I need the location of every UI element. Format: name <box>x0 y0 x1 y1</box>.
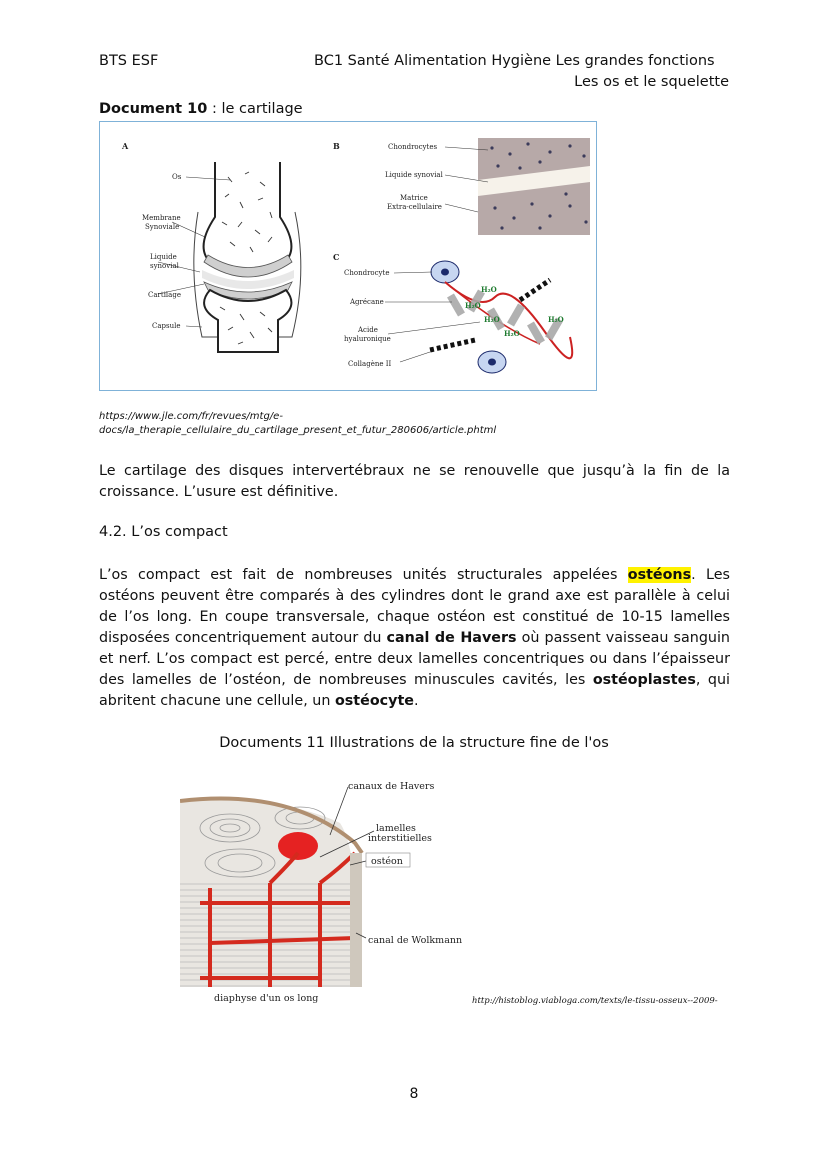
label-liquide-2: synovial <box>150 262 179 270</box>
doc10-source <box>99 410 496 438</box>
term-osteons: ostéons <box>627 567 692 583</box>
para2-part2: . Les ostéons peuvent être comparés à des cylindres dont le grand axe est parallèle à celui de l’os long. En coupe transversale, chaque ostéon est constitué de 10-15 lamelles disposées concentriquement autour du <box>99 567 730 646</box>
label-canal-wolkmann: canal de Wolkmann <box>368 935 463 946</box>
bone-structure-figure <box>180 773 480 1005</box>
term-osteoplastes: ostéoplastes <box>592 672 696 688</box>
bone-structure-diagram <box>180 773 480 1005</box>
doc10-source-line2: docs/la_therapie_cellulaire_du_cartilage_present_et_futur_280606/article.phtml <box>99 425 497 436</box>
para2-part3: où passent vaisseau sanguin et nerf. L’os compact est percé, entre deux lamelles concentriques ou dans l’épaisseur des lamelles de l’ostéon, de nombreuses minuscules cavités, les <box>99 630 730 688</box>
cartilage-diagram <box>100 122 596 390</box>
label-cartilage: Cartilage <box>148 291 181 299</box>
label-membrane-1: Membrane <box>142 214 181 222</box>
label-agrecane: Agrécane <box>350 298 384 306</box>
micrograph <box>445 138 590 235</box>
term-canal-havers: canal de Havers <box>386 630 517 646</box>
label-acide-1: Acide <box>358 326 378 334</box>
label-h2o-4: H₂O <box>548 315 564 324</box>
doc11-title: Documents 11 Illustrations de la structure fine de l'os <box>219 735 609 751</box>
label-liquide-synovial: Liquide synovial <box>385 171 443 179</box>
para2-part4: , qui abritent chacune une cellule, un <box>99 672 730 709</box>
label-h2o-1: H₂O <box>481 285 497 294</box>
paragraph-cartilage: Le cartilage des disques intervertébraux ne se renouvelle que jusqu’à la fin de la croissance. L’usure est définitive. <box>99 463 730 500</box>
label-h2o-3: H₂O <box>484 315 500 324</box>
label-os: Os <box>172 173 182 181</box>
label-canaux-havers: canaux de Havers <box>348 781 435 792</box>
molecular-illustration <box>385 261 572 373</box>
label-matrice-1: Matrice <box>400 194 428 202</box>
section-title: 4.2. L’os compact <box>99 524 228 540</box>
label-lamelles-2: interstitielles <box>368 833 432 844</box>
doc10-source-line1: https://www.jle.com/fr/revues/mtg/e- <box>99 411 283 422</box>
label-h2o-2: H₂O <box>465 301 481 310</box>
para2-part1: L’os compact est fait de nombreuses unités structurales appelées <box>99 567 628 583</box>
label-h2o-5: H₂O <box>504 329 520 338</box>
header-right-line2: Les os et le squelette <box>574 74 729 90</box>
doc10-title <box>99 101 303 117</box>
term-osteocyte: ostéocyte <box>334 693 414 709</box>
label-collagene: Collagène II <box>348 360 392 368</box>
para2-part5: . <box>413 693 419 709</box>
panel-a-letter: A <box>122 141 129 151</box>
panel-c-letter: C <box>333 252 340 262</box>
label-matrice-2: Extra-cellulaire <box>387 203 442 211</box>
label-acide-2: hyaluronique <box>344 335 391 343</box>
label-lamelles-1: lamelles <box>376 823 416 834</box>
label-chondrocyte: Chondrocyte <box>344 269 390 277</box>
doc10-title-rest: : le cartilage <box>207 101 303 117</box>
label-chondrocytes: Chondrocytes <box>388 143 438 151</box>
label-membrane-2: Synoviale <box>145 223 180 231</box>
label-capsule: Capsule <box>152 322 181 330</box>
panel-b-letter: B <box>333 141 340 151</box>
cartilage-figure <box>99 121 597 391</box>
header-right-line1: BC1 Santé Alimentation Hygiène Les grandes fonctions <box>314 53 715 69</box>
label-liquide-1: Liquide <box>150 253 177 261</box>
doc11-source: http://histoblog.viabloga.com/texts/le-tissu-osseux--2009- <box>472 996 718 1006</box>
label-osteon: ostéon <box>371 856 403 867</box>
doc10-title-bold: Document 10 <box>99 101 208 117</box>
paragraph-os-compact <box>99 565 730 712</box>
label-diaphyse: diaphyse d'un os long <box>214 993 319 1004</box>
page-number: 8 <box>409 1086 419 1102</box>
header-left: BTS ESF <box>99 53 159 69</box>
